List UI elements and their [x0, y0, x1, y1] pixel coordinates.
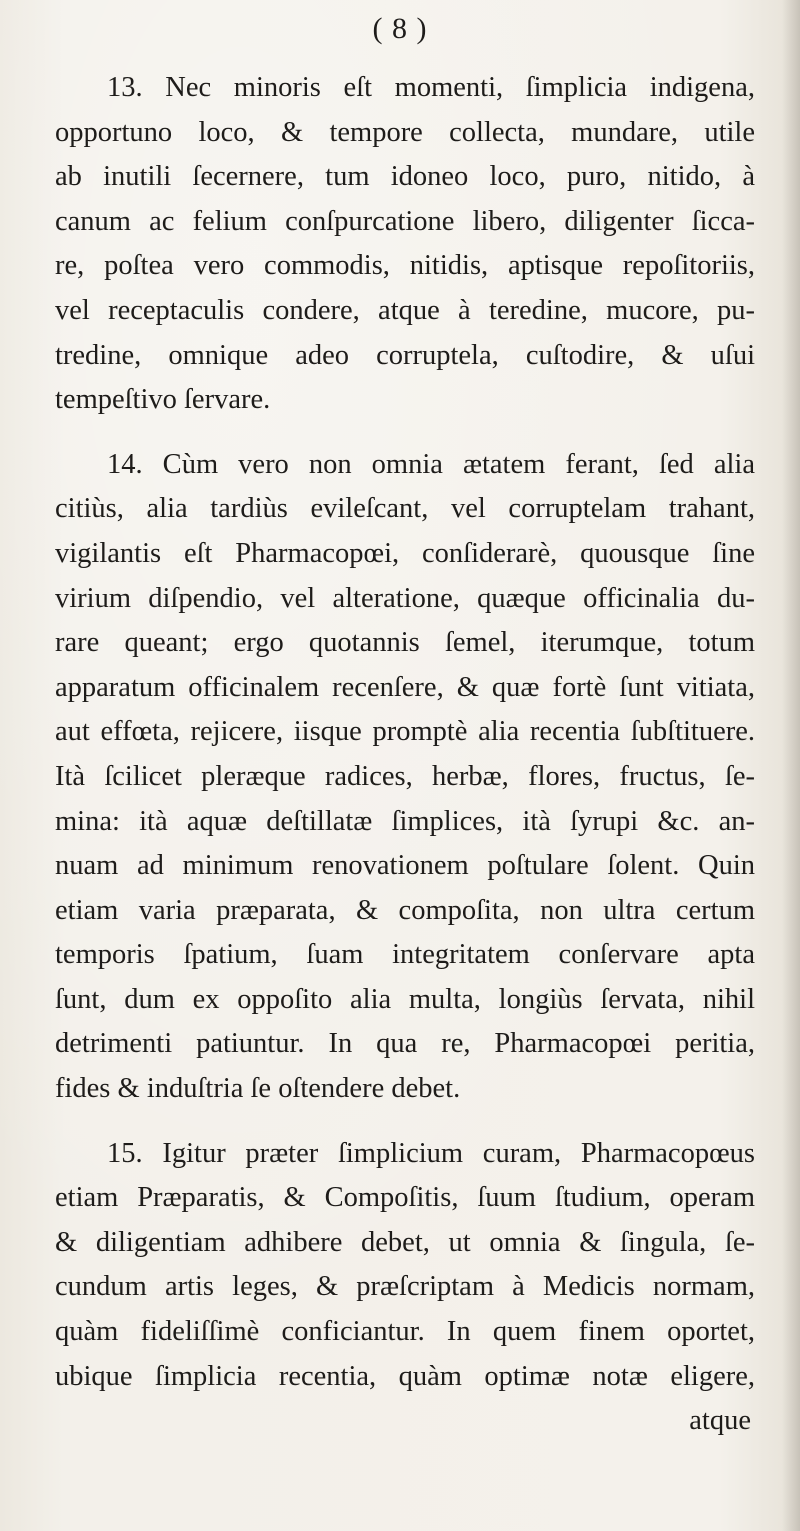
text-line: 14. Cùm vero non omnia ætatem ferant, ſed alia: [107, 448, 755, 480]
text-line: opportuno loco, & tempore collecta, mundare, utile: [55, 116, 755, 148]
text-line: etiam Præparatis, & Compoſitis, ſuum ſtudium, operam: [55, 1182, 755, 1214]
text-line: Ità ſcilicet pleræque radices, herbæ, flores, fructus, ſe-: [55, 760, 755, 792]
page-edge-shadow: [782, 0, 800, 1531]
text-line: fides & induſtria ſe oſtendere debet.: [55, 1073, 461, 1105]
text-line: temporis ſpatium, ſuam integritatem conſervare apta: [55, 939, 755, 971]
text-line: re, poſtea vero commodis, nitidis, aptisque repoſitoriis,: [55, 250, 755, 282]
text-line: canum ac felium conſpurcatione libero, diligenter ſicca-: [55, 205, 755, 237]
paragraph-14: [55, 443, 755, 1112]
text-line: ſunt, dum ex oppoſito alia multa, longiùs ſervata, nihil: [55, 983, 755, 1015]
paragraph-gap: [55, 423, 755, 443]
text-line: apparatum officinalem recenſere, & quæ fortè ſunt vitiata,: [55, 671, 755, 703]
text-line: tredine, omnique adeo corruptela, cuſtodire, & uſui: [55, 339, 755, 371]
text-line: rare queant; ergo quotannis ſemel, iterumque, totum: [55, 627, 755, 659]
paragraph-13: [55, 66, 755, 423]
text-line: ubique ſimplicia recentia, quàm optimæ notæ eligere,: [55, 1360, 755, 1392]
text-line: ab inutili ſecernere, tum idoneo loco, puro, nitido, à: [55, 161, 755, 193]
text-line: aut effœta, rejicere, iisque promptè alia recentia ſubſtituere.: [55, 716, 755, 748]
text-line: 15. Igitur præter ſimplicium curam, Pharmacopœus: [107, 1137, 755, 1169]
paragraph-15: [55, 1132, 755, 1400]
text-line: quàm fideliſſimè conficiantur. In quem finem oportet,: [55, 1316, 755, 1348]
text-line: cundum artis leges, & præſcriptam à Medicis normam,: [55, 1271, 755, 1303]
text-line: 13. Nec minoris eſt momenti, ſimplicia indigena,: [107, 72, 755, 103]
page-number: ( 8 ): [372, 12, 428, 45]
text-line: & diligentiam adhibere debet, ut omnia & ſingula, ſe-: [55, 1226, 755, 1258]
text-line: mina: ità aquæ deſtillatæ ſimplices, ità ſyrupi &c. an-: [55, 805, 755, 837]
text-line: etiam varia præparata, & compoſita, non ultra certum: [55, 894, 755, 926]
text-line: detrimenti patiuntur. In qua re, Pharmacopœi peritia,: [55, 1028, 755, 1060]
catchword: atque: [689, 1405, 751, 1437]
text-line: nuam ad minimum renovationem poſtulare ſolent. Quin: [55, 850, 755, 882]
text-line: citiùs, alia tardiùs evileſcant, vel corruptelam trahant,: [55, 493, 755, 525]
text-line: vel receptaculis condere, atque à teredine, mucore, pu-: [55, 294, 755, 326]
text-line: virium diſpendio, vel alteratione, quæque officinalia du-: [55, 582, 755, 614]
text-line: tempeſtivo ſervare.: [55, 384, 271, 416]
paragraph-gap: [55, 1112, 755, 1132]
text-line: vigilantis eſt Pharmacopœi, conſiderarè, quousque ſine: [55, 537, 755, 569]
body-text: [55, 66, 755, 1444]
